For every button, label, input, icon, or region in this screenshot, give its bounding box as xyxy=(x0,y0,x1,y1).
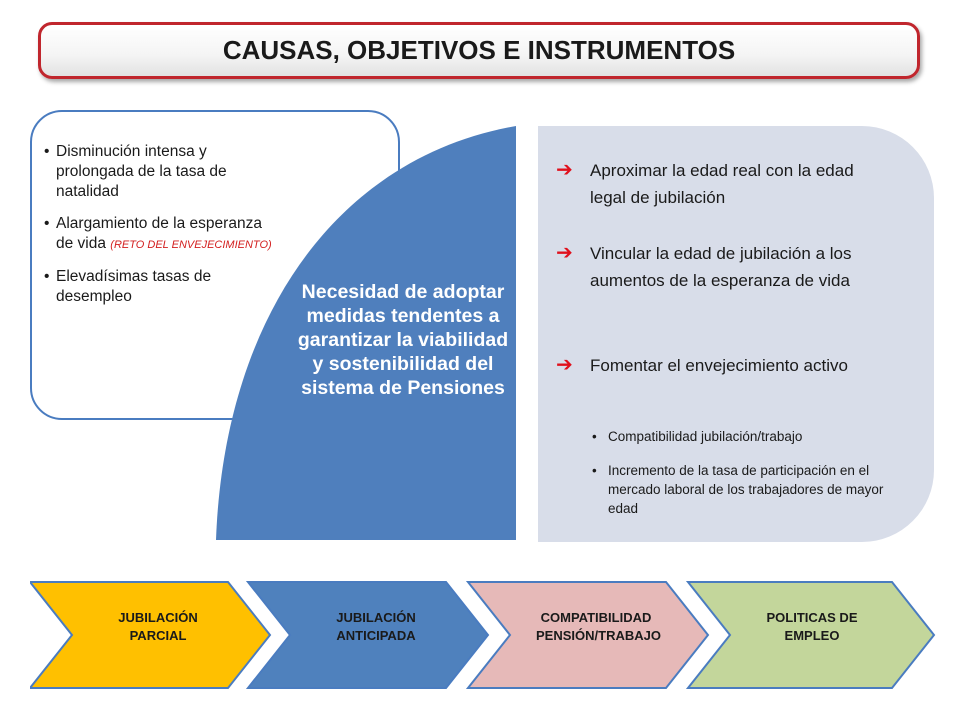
bullet-icon: • xyxy=(592,429,597,444)
cause-text: Alargamiento de la esperanza de vida xyxy=(56,215,262,252)
arrow-right-icon: ➔ xyxy=(556,159,573,181)
objective-item xyxy=(556,352,876,379)
title-banner xyxy=(38,22,920,79)
instrument-label xyxy=(98,609,218,645)
instrument-line1: POLITICAS DE xyxy=(766,610,858,625)
instrument-line1: JUBILACIÓN xyxy=(118,610,198,625)
objective-text: Vincular la edad de jubilación a los aumentos de la esperanza de vida xyxy=(590,244,852,290)
instrument-line2: PARCIAL xyxy=(129,628,187,643)
instrument-label xyxy=(316,609,436,645)
sub-objective-text: Incremento de la tasa de participación en el mercado laboral de los trabajadores de mayor edad xyxy=(608,463,884,516)
cause-text: Disminución intensa y prolongada de la tasa de natalidad xyxy=(56,143,227,200)
bullet-icon: • xyxy=(592,463,597,478)
instrument-line2: EMPLEO xyxy=(784,628,840,643)
instrument-line2: PENSIÓN/TRABAJO xyxy=(536,628,661,643)
central-statement: Necesidad de adoptar medidas tendentes a garantizar la viabilidad y sostenibilidad del sistema de Pensiones xyxy=(297,281,509,399)
instrument-line1: JUBILACIÓN xyxy=(336,610,416,625)
sub-objective-text: Compatibilidad jubilación/trabajo xyxy=(608,429,803,444)
cause-text: Elevadísimas tasas de desempleo xyxy=(56,268,212,305)
instrument-line2: ANTICIPADA xyxy=(336,628,416,643)
sub-objective-item xyxy=(592,461,902,518)
bullet-icon: • xyxy=(44,215,50,232)
cause-note: (RETO DEL ENVEJECIMIENTO) xyxy=(110,239,272,251)
instrument-line1: COMPATIBILIDAD xyxy=(540,610,652,625)
objective-item xyxy=(556,157,876,211)
instrument-label xyxy=(752,609,872,645)
bullet-icon: • xyxy=(44,268,50,285)
instrument-label xyxy=(536,609,661,645)
sub-objective-item xyxy=(592,427,902,446)
arrow-right-icon: ➔ xyxy=(556,242,573,264)
bullet-icon: • xyxy=(44,143,50,160)
objective-item xyxy=(556,240,876,294)
page-title: CAUSAS, OBJETIVOS E INSTRUMENTOS xyxy=(222,35,736,65)
arrow-right-icon: ➔ xyxy=(556,354,573,376)
objective-text: Aproximar la edad real con la edad legal de jubilación xyxy=(590,161,854,207)
objective-text: Fomentar el envejecimiento activo xyxy=(590,356,848,375)
